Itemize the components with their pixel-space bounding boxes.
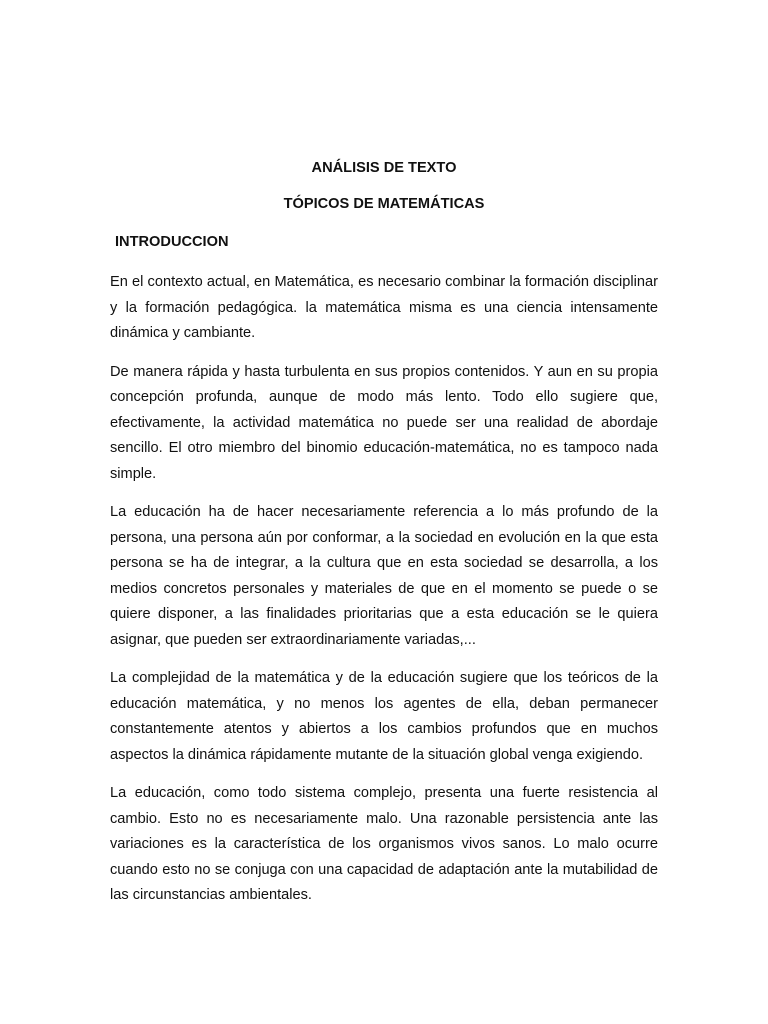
body-text [110, 270, 658, 922]
document-title: ANÁLISIS DE TEXTO [311, 160, 457, 176]
paragraph: La educación, como todo sistema complejo, presenta una fuerte resistencia al cambio. Esto no es necesariamente malo. Una razonable persistencia ante las variaciones es la característica de los organismos vivos sanos. Lo malo ocurre cuando esto no se conjuga con una capacidad de adaptación ante la mutabilidad de las circunstancias ambientales. [110, 785, 658, 903]
paragraph: De manera rápida y hasta turbulenta en sus propios contenidos. Y aun en su propia concepción profunda, aunque de modo más lento. Todo ello sugiere que, efectivamente, la actividad matemática no puede ser una realidad de abordaje sencillo. El otro miembro del binomio educación-matemática, no es tampoco nada simple. [110, 363, 658, 482]
section-heading: INTRODUCCION [115, 234, 229, 250]
document-subtitle: TÓPICOS DE MATEMÁTICAS [283, 196, 485, 212]
paragraph: La complejidad de la matemática y de la educación sugiere que los teóricos de la educación matemática, y no menos los agentes de ella, deban permanecer constantemente atentos y abiertos a los cambios profundos que en muchos aspectos la dinámica rápidamente mutante de la situación global venga exigiendo. [110, 670, 658, 763]
paragraph: En el contexto actual, en Matemática, es necesario combinar la formación disciplinar y la formación pedagógica. la matemática misma es una ciencia intensamente dinámica y cambiante. [110, 274, 658, 341]
paragraph: La educación ha de hacer necesariamente referencia a lo más profundo de la persona, una persona aún por conformar, a la sociedad en evolución en la que esta persona se ha de integrar, a la cultura que en esta sociedad se desarrolla, a los medios concretos personales y materiales de que en el momento se puede o se quiere disponer, a las finalidades prioritarias que a esta educación se le quiera asignar, que pueden ser extraordinariamente variadas,... [110, 504, 658, 648]
